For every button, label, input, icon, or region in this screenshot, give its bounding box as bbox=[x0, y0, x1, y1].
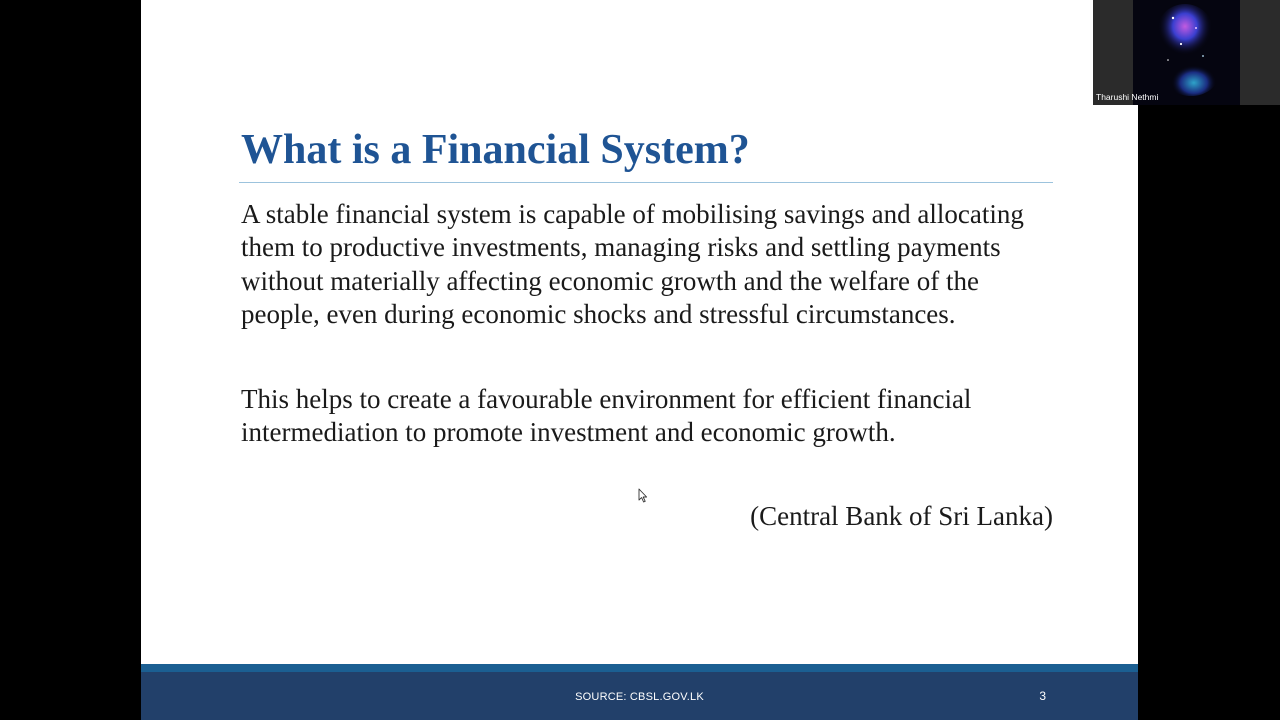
slide-footer bbox=[141, 672, 1138, 720]
video-tile-left-edge bbox=[1093, 0, 1133, 105]
participant-name: Tharushi Nethmi bbox=[1096, 92, 1159, 102]
title-divider bbox=[239, 182, 1053, 183]
slide-paragraph-definition: A stable financial system is capable of mobilising savings and allocating them to productive investments, managing risks and settling payments without materially affecting economic growth and the welfare of the people, even during economic shocks and stressful circumstances. bbox=[241, 199, 1024, 329]
footer-accent-bar bbox=[141, 664, 1138, 672]
slide-paragraph-benefit: This helps to create a favourable environment for efficient financial intermediation to promote investment and economic growth. bbox=[241, 384, 972, 448]
mouse-pointer-icon bbox=[638, 488, 648, 503]
slide-attribution: (Central Bank of Sri Lanka) bbox=[750, 501, 1053, 531]
video-tile-right-edge bbox=[1240, 0, 1280, 105]
participant-video-tile[interactable] bbox=[1093, 0, 1280, 105]
slide-page-number: 3 bbox=[1039, 689, 1046, 703]
footer-source: SOURCE: CBSL.GOV.LK bbox=[575, 691, 704, 703]
participant-video-feed bbox=[1133, 0, 1240, 105]
presentation-slide bbox=[141, 0, 1138, 720]
slide-title: What is a Financial System? bbox=[241, 127, 750, 173]
